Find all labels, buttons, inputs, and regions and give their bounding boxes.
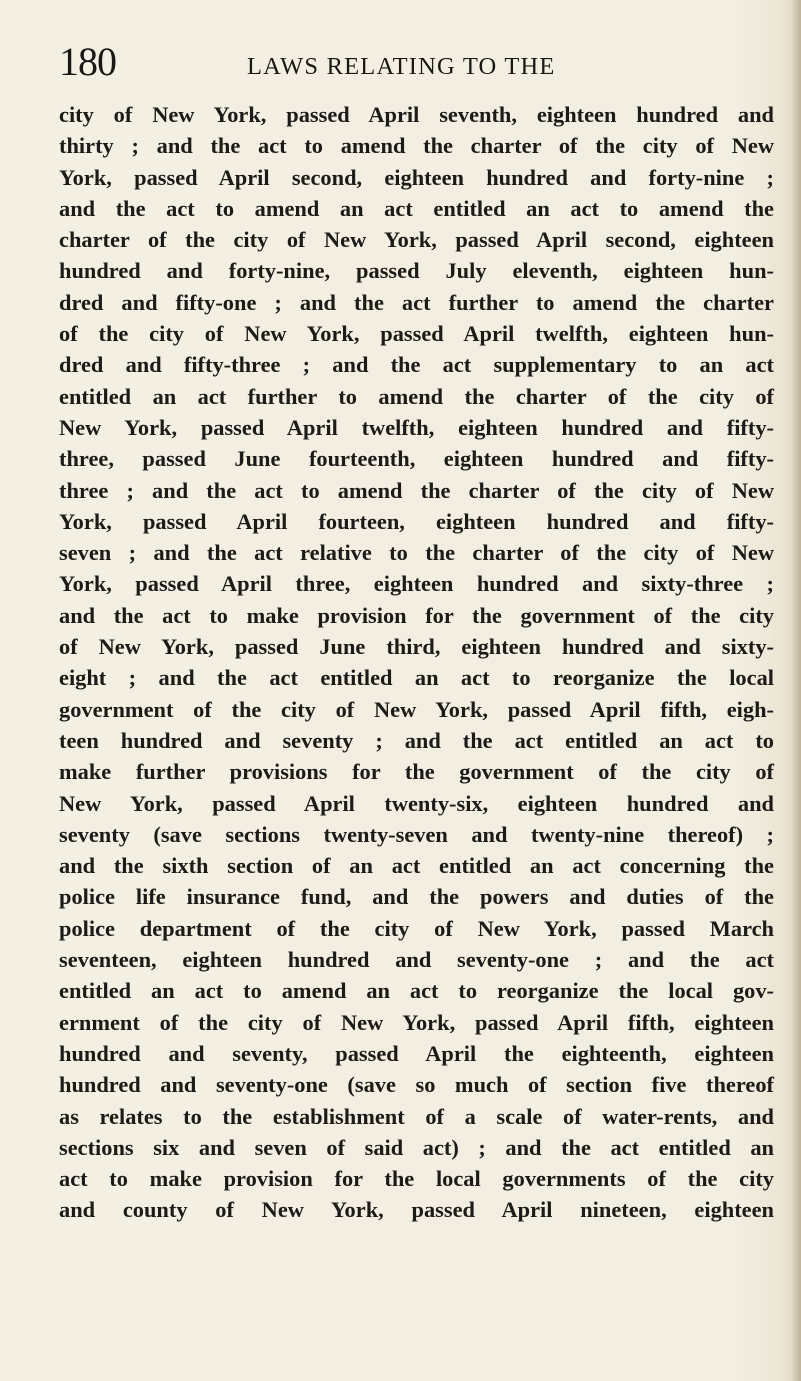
text-line: hundred and seventy-one (save so much of section five thereof xyxy=(59,1072,774,1098)
text-line: seven ; and the act relative to the charter of the city of New xyxy=(59,540,774,566)
text-line: and the act to make provision for the government of the city xyxy=(59,602,774,628)
text-line: sections six and seven of said act) ; and the act entitled an xyxy=(59,1134,774,1160)
text-line: eight ; and the act entitled an act to reorganize the local xyxy=(59,665,774,691)
text-line: thirty ; and the act to amend the charter of the city of New xyxy=(59,133,774,159)
text-line: of the city of New York, passed April twelfth, eighteen hun- xyxy=(59,321,774,347)
text-line: York, passed April second, eighteen hundred and forty-nine ; xyxy=(59,164,774,190)
text-line: and county of New York, passed April nineteen, eighteen xyxy=(59,1197,774,1223)
text-line: dred and fifty-three ; and the act supplementary to an act xyxy=(59,352,774,378)
body-text xyxy=(59,99,774,1226)
text-line: New York, passed April twenty-six, eighteen hundred and xyxy=(59,790,774,816)
text-line: seventeen, eighteen hundred and seventy-one ; and the act xyxy=(59,947,774,973)
text-line: three, passed June fourteenth, eighteen hundred and fifty- xyxy=(59,446,774,472)
text-line: ernment of the city of New York, passed April fifth, eighteen xyxy=(59,1009,774,1035)
text-line: dred and fifty-one ; and the act further to amend the charter xyxy=(59,289,774,315)
text-line: entitled an act to amend an act to reorganize the local gov- xyxy=(59,978,774,1004)
page-number: 180 xyxy=(59,39,116,84)
text-line: make further provisions for the government of the city of xyxy=(59,759,774,785)
page-edge-shadow xyxy=(791,0,801,1381)
text-line: York, passed April three, eighteen hundred and sixty-three ; xyxy=(59,571,774,597)
text-line: and the sixth section of an act entitled an act concerning the xyxy=(59,853,774,879)
running-head: LAWS RELATING TO THE xyxy=(247,53,556,80)
text-line: hundred and seventy, passed April the eighteenth, eighteen xyxy=(59,1040,774,1066)
text-line: three ; and the act to amend the charter of the city of New xyxy=(59,477,774,503)
text-line: police life insurance fund, and the powers and duties of the xyxy=(59,884,774,910)
text-line: New York, passed April twelfth, eighteen hundred and fifty- xyxy=(59,414,774,440)
text-line: seventy (save sections twenty-seven and twenty-nine thereof) ; xyxy=(59,821,774,847)
page-header xyxy=(59,40,759,90)
text-line: York, passed April fourteen, eighteen hundred and fifty- xyxy=(59,508,774,534)
text-line: government of the city of New York, passed April fifth, eigh- xyxy=(59,696,774,722)
text-line: entitled an act further to amend the charter of the city of xyxy=(59,383,774,409)
text-line: police department of the city of New York, passed March xyxy=(59,915,774,941)
text-line: as relates to the establishment of a scale of water-rents, and xyxy=(59,1103,774,1129)
text-line: teen hundred and seventy ; and the act entitled an act to xyxy=(59,727,774,753)
text-line: city of New York, passed April seventh, eighteen hundred and xyxy=(59,102,774,127)
text-line: and the act to amend an act entitled an act to amend the xyxy=(59,195,774,221)
text-line: act to make provision for the local governments of the city xyxy=(59,1166,774,1192)
text-line: hundred and forty-nine, passed July eleventh, eighteen hun- xyxy=(59,258,774,284)
text-line: of New York, passed June third, eighteen hundred and sixty- xyxy=(59,634,774,660)
text-line: charter of the city of New York, passed April second, eighteen xyxy=(59,227,774,253)
